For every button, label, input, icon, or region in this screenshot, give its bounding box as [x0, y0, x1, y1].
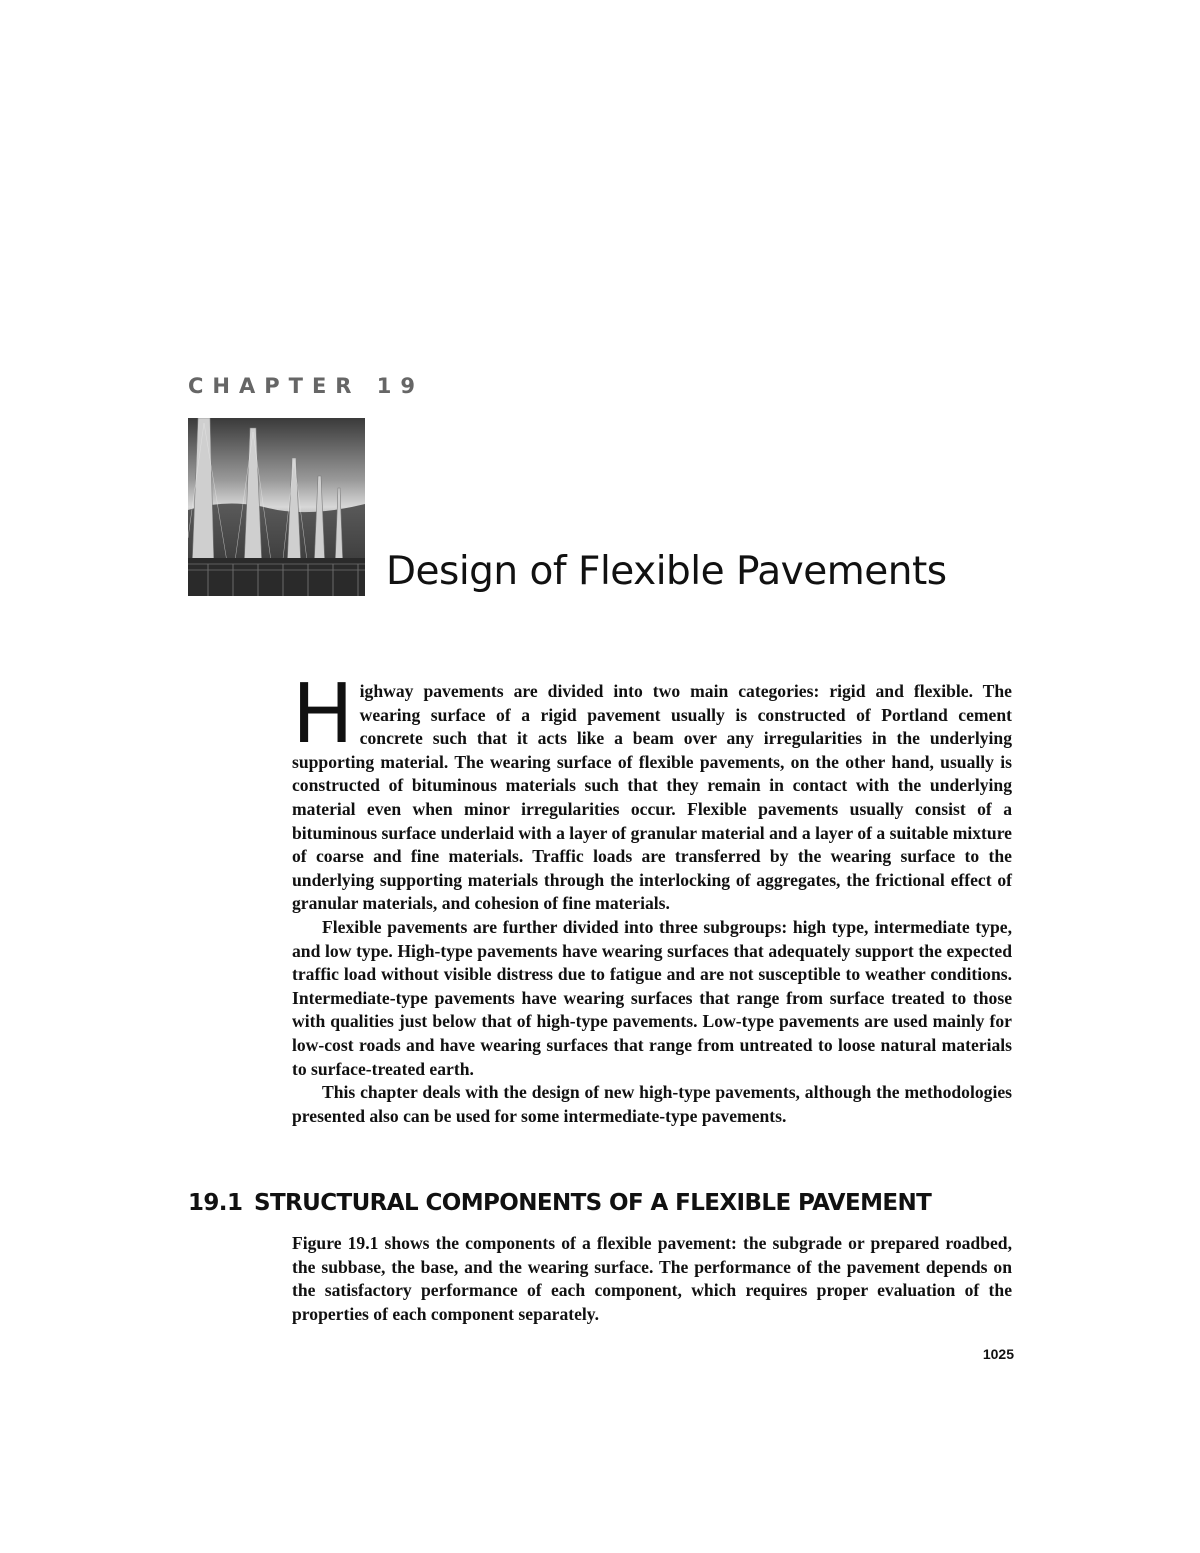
- intro-paragraph-1-text: ighway pavements are divided into two main categories: rigid and flexible. The wearing surface of a rigid pavement usually is constructed of Portland cement concrete such that it acts like a beam over any irregularities in the underlying supporting material. The wearing surface of flexible pavements, on the other hand, usually is constructed of bituminous materials such that they remain in contact with the underlying material even when minor irregularities occur. Flexible pavements usually consist of a bituminous surface underlaid with a layer of granular material and a layer of a suitable mixture of coarse and fine materials. Traffic loads are transferred by the wearing surface to the underlying supporting materials through the interlocking of aggregates, the frictional effect of granular materials, and cohesion of fine materials.: [292, 681, 1012, 914]
- section-number: 19.1: [188, 1190, 243, 1216]
- chapter-photo: [188, 418, 365, 596]
- intro-paragraph-2: Flexible pavements are further divided into three subgroups: high type, intermediate type, and low type. High-type pavements have wearing surfaces that adequately support the expected traffic load without visible distress due to fatigue and are not susceptible to weather conditions. Intermediate-type pavements have wearing surfaces that range from surface treated to those with qualities just below that of high-type pavements. Low-type pavements are used mainly for low-cost roads and have wearing surfaces that range from untreated to loose natural materials to surface-treated earth.: [292, 916, 1012, 1079]
- chapter-label: CHAPTER 19: [188, 374, 425, 398]
- intro-text: [292, 667, 1012, 1128]
- section-title: STRUCTURAL COMPONENTS OF A FLEXIBLE PAVEMENT: [254, 1190, 932, 1216]
- chapter-title: Design of Flexible Pavements: [386, 549, 947, 594]
- dropcap: H: [292, 667, 354, 762]
- section-heading: [188, 1190, 931, 1216]
- intro-paragraph-3: This chapter deals with the design of new high-type pavements, although the methodologies presented also can be used for some intermediate-type pavements.: [292, 1082, 1012, 1126]
- intro-paragraph-1: [292, 667, 1012, 916]
- section-paragraph: Figure 19.1 shows the components of a flexible pavement: the subgrade or prepared roadbed, the subbase, the base, and the wearing surface. The performance of the pavement depends on the satisfactory performance of each component, which requires proper evaluation of the properties of each component separately.: [292, 1233, 1012, 1324]
- page-number: 1025: [982, 1346, 1014, 1362]
